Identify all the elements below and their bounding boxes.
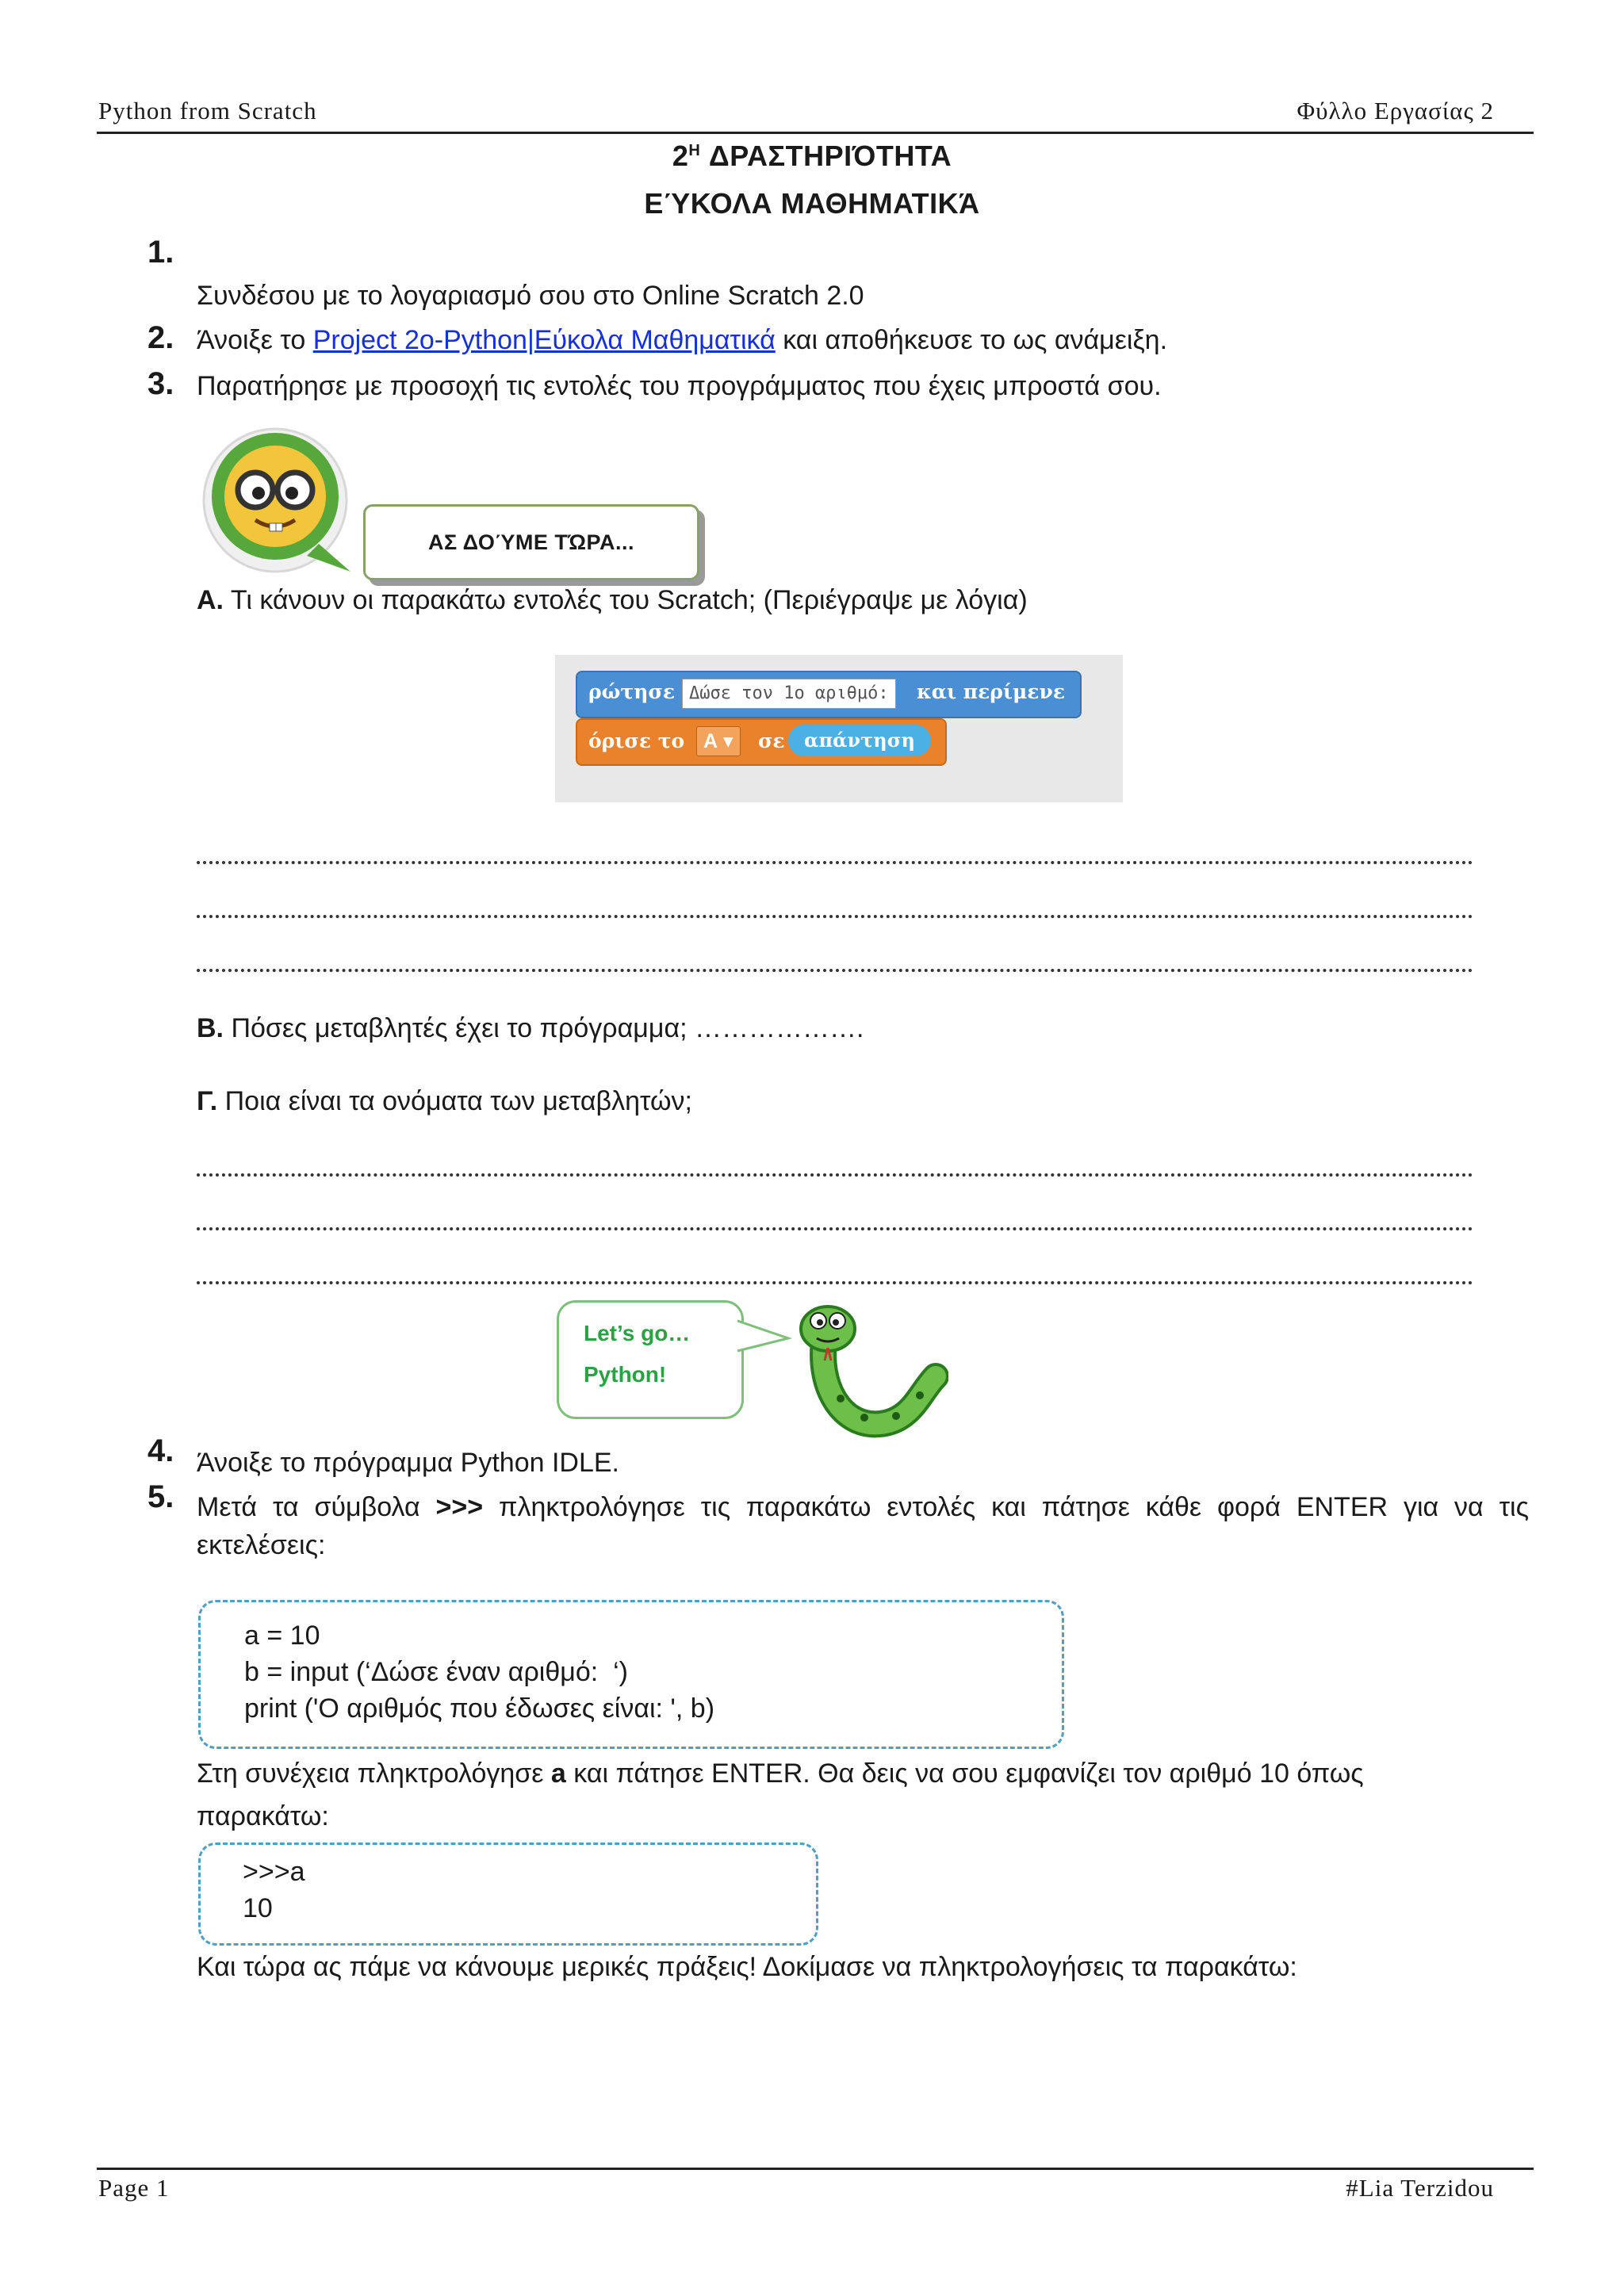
set-word: όρισε το bbox=[588, 729, 685, 752]
question-a-label: Α. bbox=[197, 585, 224, 615]
closing-text: Και τώρα ας πάμε να κάνουμε μερικές πράξεις! Δοκίμασε να πληκτρολογήσεις τα παρακάτω: bbox=[197, 1952, 1297, 1982]
step-3-text: Παρατήρησε με προσοχή τις εντολές του προγράμματος που έχεις μπροστά σου. bbox=[197, 371, 1162, 401]
activity-title bbox=[0, 140, 1624, 173]
bubble-tail-icon bbox=[736, 1316, 791, 1364]
step-2-pre: Άνοιξε το bbox=[197, 325, 313, 355]
step-2-post: και αποθήκευσε το ως ανάμειξη. bbox=[775, 325, 1168, 355]
answer-reporter: απάντηση bbox=[788, 725, 931, 756]
step-5-text-c: εκτελέσεις: bbox=[197, 1530, 326, 1560]
ask-word: ρώτησε bbox=[588, 680, 676, 703]
step-4-number: 4. bbox=[147, 1433, 174, 1468]
after-code-bold: a bbox=[550, 1758, 566, 1789]
after-code-line2: παρακάτω: bbox=[197, 1801, 329, 1831]
question-a-text: Τι κάνουν οι παρακάτω εντολές του Scratch; (Περιέγραψε με λόγια) bbox=[224, 585, 1028, 615]
answer-line-a2 bbox=[197, 915, 1473, 918]
question-b bbox=[197, 1013, 864, 1044]
header-rule bbox=[97, 132, 1534, 134]
python-snake-icon bbox=[793, 1297, 948, 1440]
step-4-text: Άνοιξε το πρόγραμμα Python IDLE. bbox=[197, 1448, 619, 1478]
step-1-number: 1. bbox=[147, 235, 174, 270]
footer-rule bbox=[97, 2168, 1534, 2170]
code1-line3: print ('Ο αριθμός που έδωσες είναι: ', b) bbox=[244, 1693, 715, 1724]
footer-right: #Lia Terzidou bbox=[1346, 2174, 1494, 2202]
prompt-symbol: >>> bbox=[435, 1492, 484, 1522]
answer-line-a3 bbox=[197, 969, 1473, 972]
step-5-text-a: Μετά τα σύμβολα bbox=[197, 1492, 436, 1522]
step-5-text-b: πληκτρολόγησε τις παρακάτω εντολές και πάτησε κάθε φορά ENTER για να τις bbox=[483, 1492, 1529, 1522]
question-a bbox=[197, 585, 1028, 616]
answer-line-c2 bbox=[197, 1227, 1473, 1230]
lets-see-label: ΑΣ ΔΟΎΜΕ ΤΏΡΑ... bbox=[427, 530, 635, 554]
step-2-text bbox=[197, 325, 1167, 356]
step-2-number: 2. bbox=[147, 320, 174, 355]
code2-line1: >>>a bbox=[243, 1857, 305, 1887]
header-left: Python from Scratch bbox=[98, 97, 317, 124]
to-word: σε bbox=[758, 729, 785, 752]
code1-line2: b = input (‘Δώσε έναν αριθμό: ‘) bbox=[244, 1657, 628, 1687]
question-c-label: Γ. bbox=[197, 1086, 218, 1116]
after-code-pre: Στη συνέχεια πληκτρολόγησε bbox=[197, 1758, 551, 1789]
header-right: Φύλλο Εργασίας 2 bbox=[1297, 97, 1494, 124]
step-5-text bbox=[197, 1492, 1529, 1523]
answer-line-a1 bbox=[197, 861, 1473, 864]
var-dropdown: Α ▾ bbox=[696, 726, 741, 756]
var-name: Α bbox=[703, 730, 718, 752]
step-3-number: 3. bbox=[147, 366, 174, 401]
activity-number: 2 bbox=[672, 140, 689, 172]
after-code-post: και πάτησε ENTER. Θα δεις να σου εμφανίζει τον αριθμό 10 όπως bbox=[565, 1758, 1364, 1789]
nerd-emoji-icon bbox=[200, 425, 358, 580]
lets-go-line2: Python! bbox=[584, 1362, 667, 1387]
question-b-label: Β. bbox=[197, 1013, 224, 1043]
answer-line-c1 bbox=[197, 1173, 1473, 1177]
project-link[interactable]: Project 2o-Python|Εύκολα Μαθηματικά bbox=[312, 325, 776, 355]
wait-word: και περίμενε bbox=[917, 680, 1066, 703]
lets-see-bubble bbox=[363, 504, 699, 580]
activity-sup: Η bbox=[688, 142, 701, 159]
footer-left: Page 1 bbox=[98, 2174, 170, 2202]
lets-go-bubble bbox=[557, 1300, 744, 1419]
answer-line-c3 bbox=[197, 1281, 1473, 1284]
question-b-text: Πόσες μεταβλητές έχει το πρόγραμμα; ………………. bbox=[224, 1013, 864, 1043]
step-5-number: 5. bbox=[147, 1479, 174, 1514]
ask-input: Δώσε τον 1ο αριθμό: bbox=[682, 679, 896, 709]
question-c bbox=[197, 1086, 692, 1117]
activity-heading: ΔΡΑΣΤΗΡΙΌΤΗΤΑ bbox=[708, 140, 952, 172]
activity-subtitle: ΕΎΚΟΛΑ ΜΑΘΗΜΑΤΙΚΆ bbox=[644, 187, 980, 220]
after-code-text bbox=[197, 1758, 1364, 1789]
code1-line1: a = 10 bbox=[244, 1621, 320, 1651]
lets-go-line1: Let’s go… bbox=[584, 1321, 691, 1345]
question-c-text: Ποια είναι τα ονόματα των μεταβλητών; bbox=[217, 1086, 692, 1116]
code2-line2: 10 bbox=[243, 1893, 273, 1923]
step-1-text: Συνδέσου με το λογαριασμό σου στο Online Scratch 2.0 bbox=[197, 281, 864, 311]
